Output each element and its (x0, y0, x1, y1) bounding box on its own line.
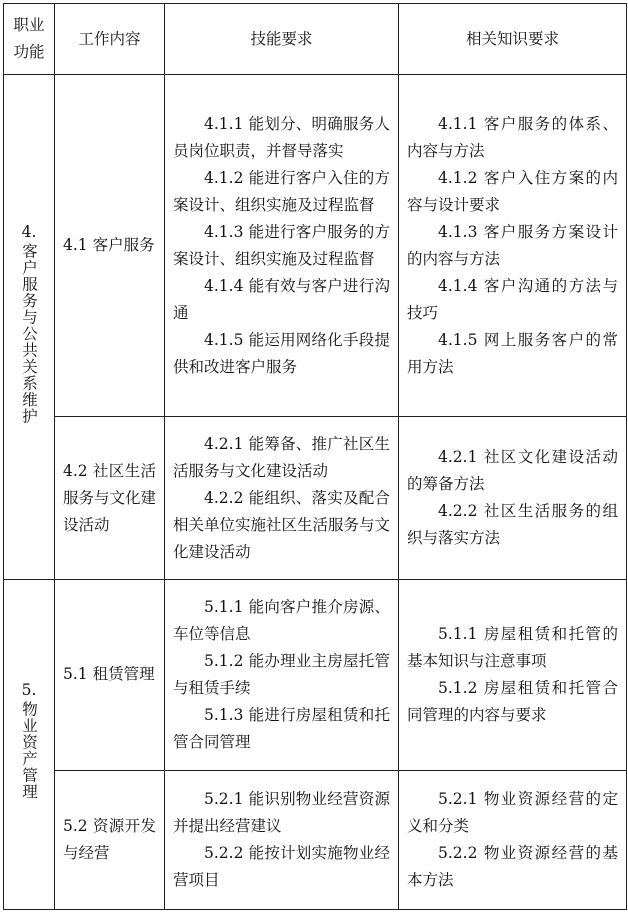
knowledge-item: 4.1.2 客户入住方案的内容与设计要求 (407, 168, 618, 214)
function-cell-5 (4, 579, 55, 909)
skill-item: 4.1.1 能划分、明确服务人员岗位职责，并督导落实 (173, 114, 390, 160)
skills-cell (165, 417, 399, 580)
skill-item: 4.1.5 能运用网络化手段提供和改进客户服务 (173, 330, 390, 376)
skills-cell (165, 579, 399, 770)
function-number: 4. (21, 222, 37, 241)
skill-item: 5.1.1 能向客户推介房源、车位等信息 (173, 597, 390, 643)
skill-item: 4.1.4 能有效与客户进行沟通 (173, 276, 390, 322)
work-content-cell: 5.1 租赁管理 (55, 579, 165, 770)
header-function: 职业功能 (4, 4, 55, 75)
skill-item: 4.2.2 能组织、落实及配合相关单位实施社区生活服务与文化建设活动 (173, 488, 391, 561)
knowledge-item: 4.1.5 网上服务客户的常用方法 (407, 330, 618, 376)
skill-item: 5.2.1 能识别物业经营资源并提出经营建议 (173, 789, 390, 835)
skill-item: 5.2.2 能按计划实施物业经营项目 (173, 843, 390, 889)
knowledge-item: 5.1.1 房屋租赁和托管的基本知识与注意事项 (407, 624, 618, 670)
skill-item: 5.1.3 能进行房屋租赁和托管合同管理 (173, 705, 390, 751)
knowledge-item: 5.1.2 房屋租赁和托管合同管理的内容与要求 (407, 678, 618, 724)
table-row (4, 417, 627, 580)
function-number: 5. (21, 681, 37, 700)
table-row (4, 579, 627, 770)
knowledge-item: 4.1.1 客户服务的体系、内容与方法 (407, 114, 618, 160)
work-content-cell: 5.2 资源开发与经营 (55, 770, 165, 909)
knowledge-item: 4.2.2 社区生活服务的组织与落实方法 (407, 502, 618, 548)
skills-standard-table (3, 3, 627, 910)
knowledge-item: 5.2.2 物业资源经营的基本方法 (407, 843, 618, 889)
knowledge-item: 5.2.1 物业资源经营的定义和分类 (407, 789, 618, 835)
knowledge-cell (399, 770, 627, 909)
function-cell-4 (4, 75, 55, 580)
knowledge-item: 4.1.3 客户服务方案设计的内容与方法 (407, 222, 618, 268)
header-skills: 技能要求 (165, 4, 399, 75)
knowledge-cell (399, 579, 627, 770)
skills-cell (165, 770, 399, 909)
skill-item: 5.1.2 能办理业主房屋托管与租赁手续 (173, 651, 390, 697)
table-row (4, 75, 627, 417)
header-knowledge: 相关知识要求 (399, 4, 627, 75)
skills-cell (165, 75, 399, 417)
skill-item: 4.1.3 能进行客户服务的方案设计、组织实施及过程监督 (173, 222, 390, 268)
knowledge-item: 4.2.1 社区文化建设活动的筹备方法 (407, 448, 618, 494)
function-name: 客户服务与公共关系维护 (20, 242, 38, 425)
function-name: 物业资产管理 (20, 701, 38, 801)
work-content-cell: 4.2 社区生活服务与文化建设活动 (55, 417, 165, 580)
header-row (4, 4, 627, 75)
skill-item: 4.1.2 能进行客户入住的方案设计、组织实施及过程监督 (173, 168, 390, 214)
table-row (4, 770, 627, 909)
skill-item: 4.2.1 能筹备、推广社区生活服务与文化建设活动 (173, 434, 390, 480)
knowledge-cell (399, 75, 627, 417)
header-work: 工作内容 (55, 4, 165, 75)
knowledge-item: 4.1.4 客户沟通的方法与技巧 (407, 276, 618, 322)
knowledge-cell (399, 417, 627, 580)
work-content-cell: 4.1 客户服务 (55, 75, 165, 417)
